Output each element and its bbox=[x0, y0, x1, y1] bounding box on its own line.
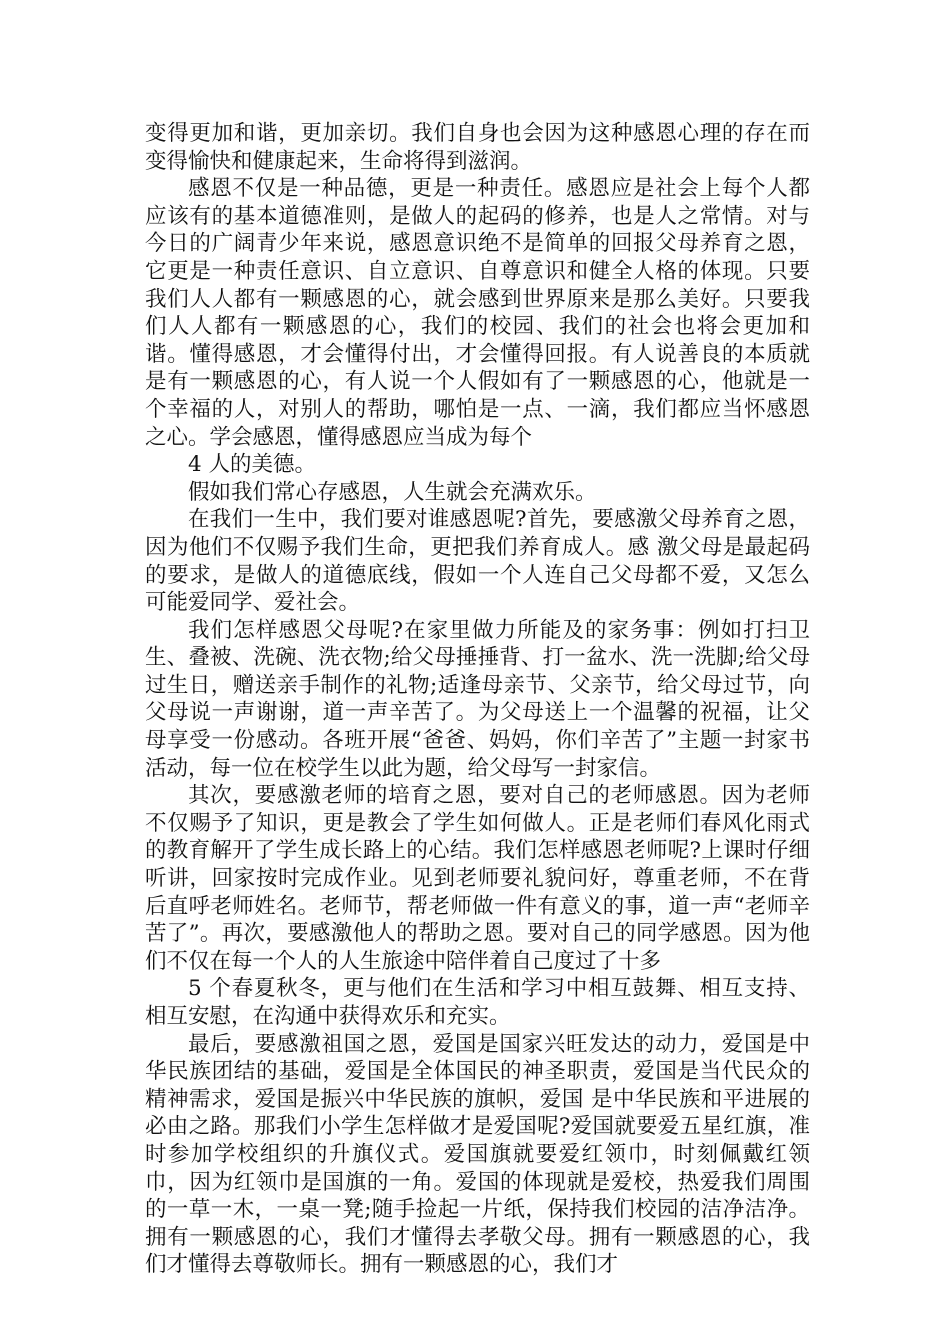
paragraph-8: 5 个春夏秋冬，更与他们在生活和学习中相互鼓舞、相互支持、相互安慰，在沟通中获得欢乐和充实。 bbox=[145, 976, 810, 1029]
paragraph-2: 感恩不仅是一种品德，更是一种责任。感恩应是社会上每个人都应该有的基本道德准则，是做人的起码的修养，也是人之常情。对与今日的广阔青少年来说，感恩意识绝不是简单的回报父母养育之恩，它更是一种责任意识、自立意识、自尊意识和健全人格的体现。只要我们人人都有一颗感恩的心，就会感到世界原来是那么美好。只要我们人人都有一颗感恩的心，我们的校园、我们的社会也将会更加和谐。懂得感恩，才会懂得付出，才会懂得回报。有人说善良的本质就是有一颗感恩的心，有人说一个人假如有了一颗感恩的心，他就是一个幸福的人，对别人的帮助，哪怕是一点、一滴，我们都应当怀感恩之心。学会感恩，懂得感恩应当成为每个 bbox=[145, 176, 810, 450]
document-body bbox=[145, 120, 810, 1279]
paragraph-6: 我们怎样感恩父母呢?在家里做力所能及的家务事：例如打扫卫生、叠被、洗碗、洗衣物;给父母捶捶背、打一盆水、洗一洗脚;给父母过生日，赠送亲手制作的礼物;适逢母亲节、父亲节，给父母过节，向父母说一声谢谢，道一声辛苦了。为父母送上一个温馨的祝福，让父母享受一份感动。各班开展“爸爸、妈妈，你们辛苦了”主题一封家书活动，每一位在校学生以此为题，给父母写一封家信。 bbox=[145, 617, 810, 781]
paragraph-9: 最后，要感激祖国之恩，爱国是国家兴旺发达的动力，爱国是中华民族团结的基础，爱国是全体国民的神圣职责，爱国是当代民众的精神需求，爱国是振兴中华民族的旗帜，爱国 是中华民族和平进展的必由之路。那我们小学生怎样做才是爱国呢?爱国就要爱五星红旗，准时参加学校组织的升旗仪式。爱国旗就要爱红领巾，时刻佩戴红领巾，因为红领巾是国旗的一角。爱国的体现就是爱校，热爱我们周围的一草一木，一桌一凳;随手捡起一片纸，保持我们校园的洁净洁净。拥有一颗感恩的心，我们才懂得去孝敬父母。拥有一颗感恩的心，我们才懂得去尊敬师长。拥有一颗感恩的心，我们才 bbox=[145, 1031, 810, 1278]
paragraph-7: 其次，要感激老师的培育之恩，要对自己的老师感恩。因为老师不仅赐予了知识，更是教会了学生如何做人。正是老师们春风化雨式的教育解开了学生成长路上的心结。我们怎样感恩老师呢?上课时仔细听讲，回家按时完成作业。见到老师要礼貌问好，尊重老师，不在背后直呼老师姓名。老师节，帮老师做一件有意义的事，道一声“老师辛苦了”。再次，要感激他人的帮助之恩。要对自己的同学感恩。因为他们不仅在每一个人的人生旅途中陪伴着自己度过了十多 bbox=[145, 783, 810, 974]
paragraph-1: 变得更加和谐，更加亲切。我们自身也会因为这种感恩心理的存在而变得愉快和健康起来，生命将得到滋润。 bbox=[145, 121, 810, 174]
paragraph-4: 假如我们常心存感恩，人生就会充满欢乐。 bbox=[188, 479, 597, 505]
paragraph-3: 4 人的美德。 bbox=[188, 452, 317, 478]
paragraph-5: 在我们一生中，我们要对谁感恩呢?首先，要感激父母养育之恩，因为他们不仅赐予我们生命，更把我们养育成人。感 激父母是最起码的要求，是做人的道德底线，假如一个人连自己父母都不爱，又怎么可能爱同学、爱社会。 bbox=[145, 507, 810, 616]
